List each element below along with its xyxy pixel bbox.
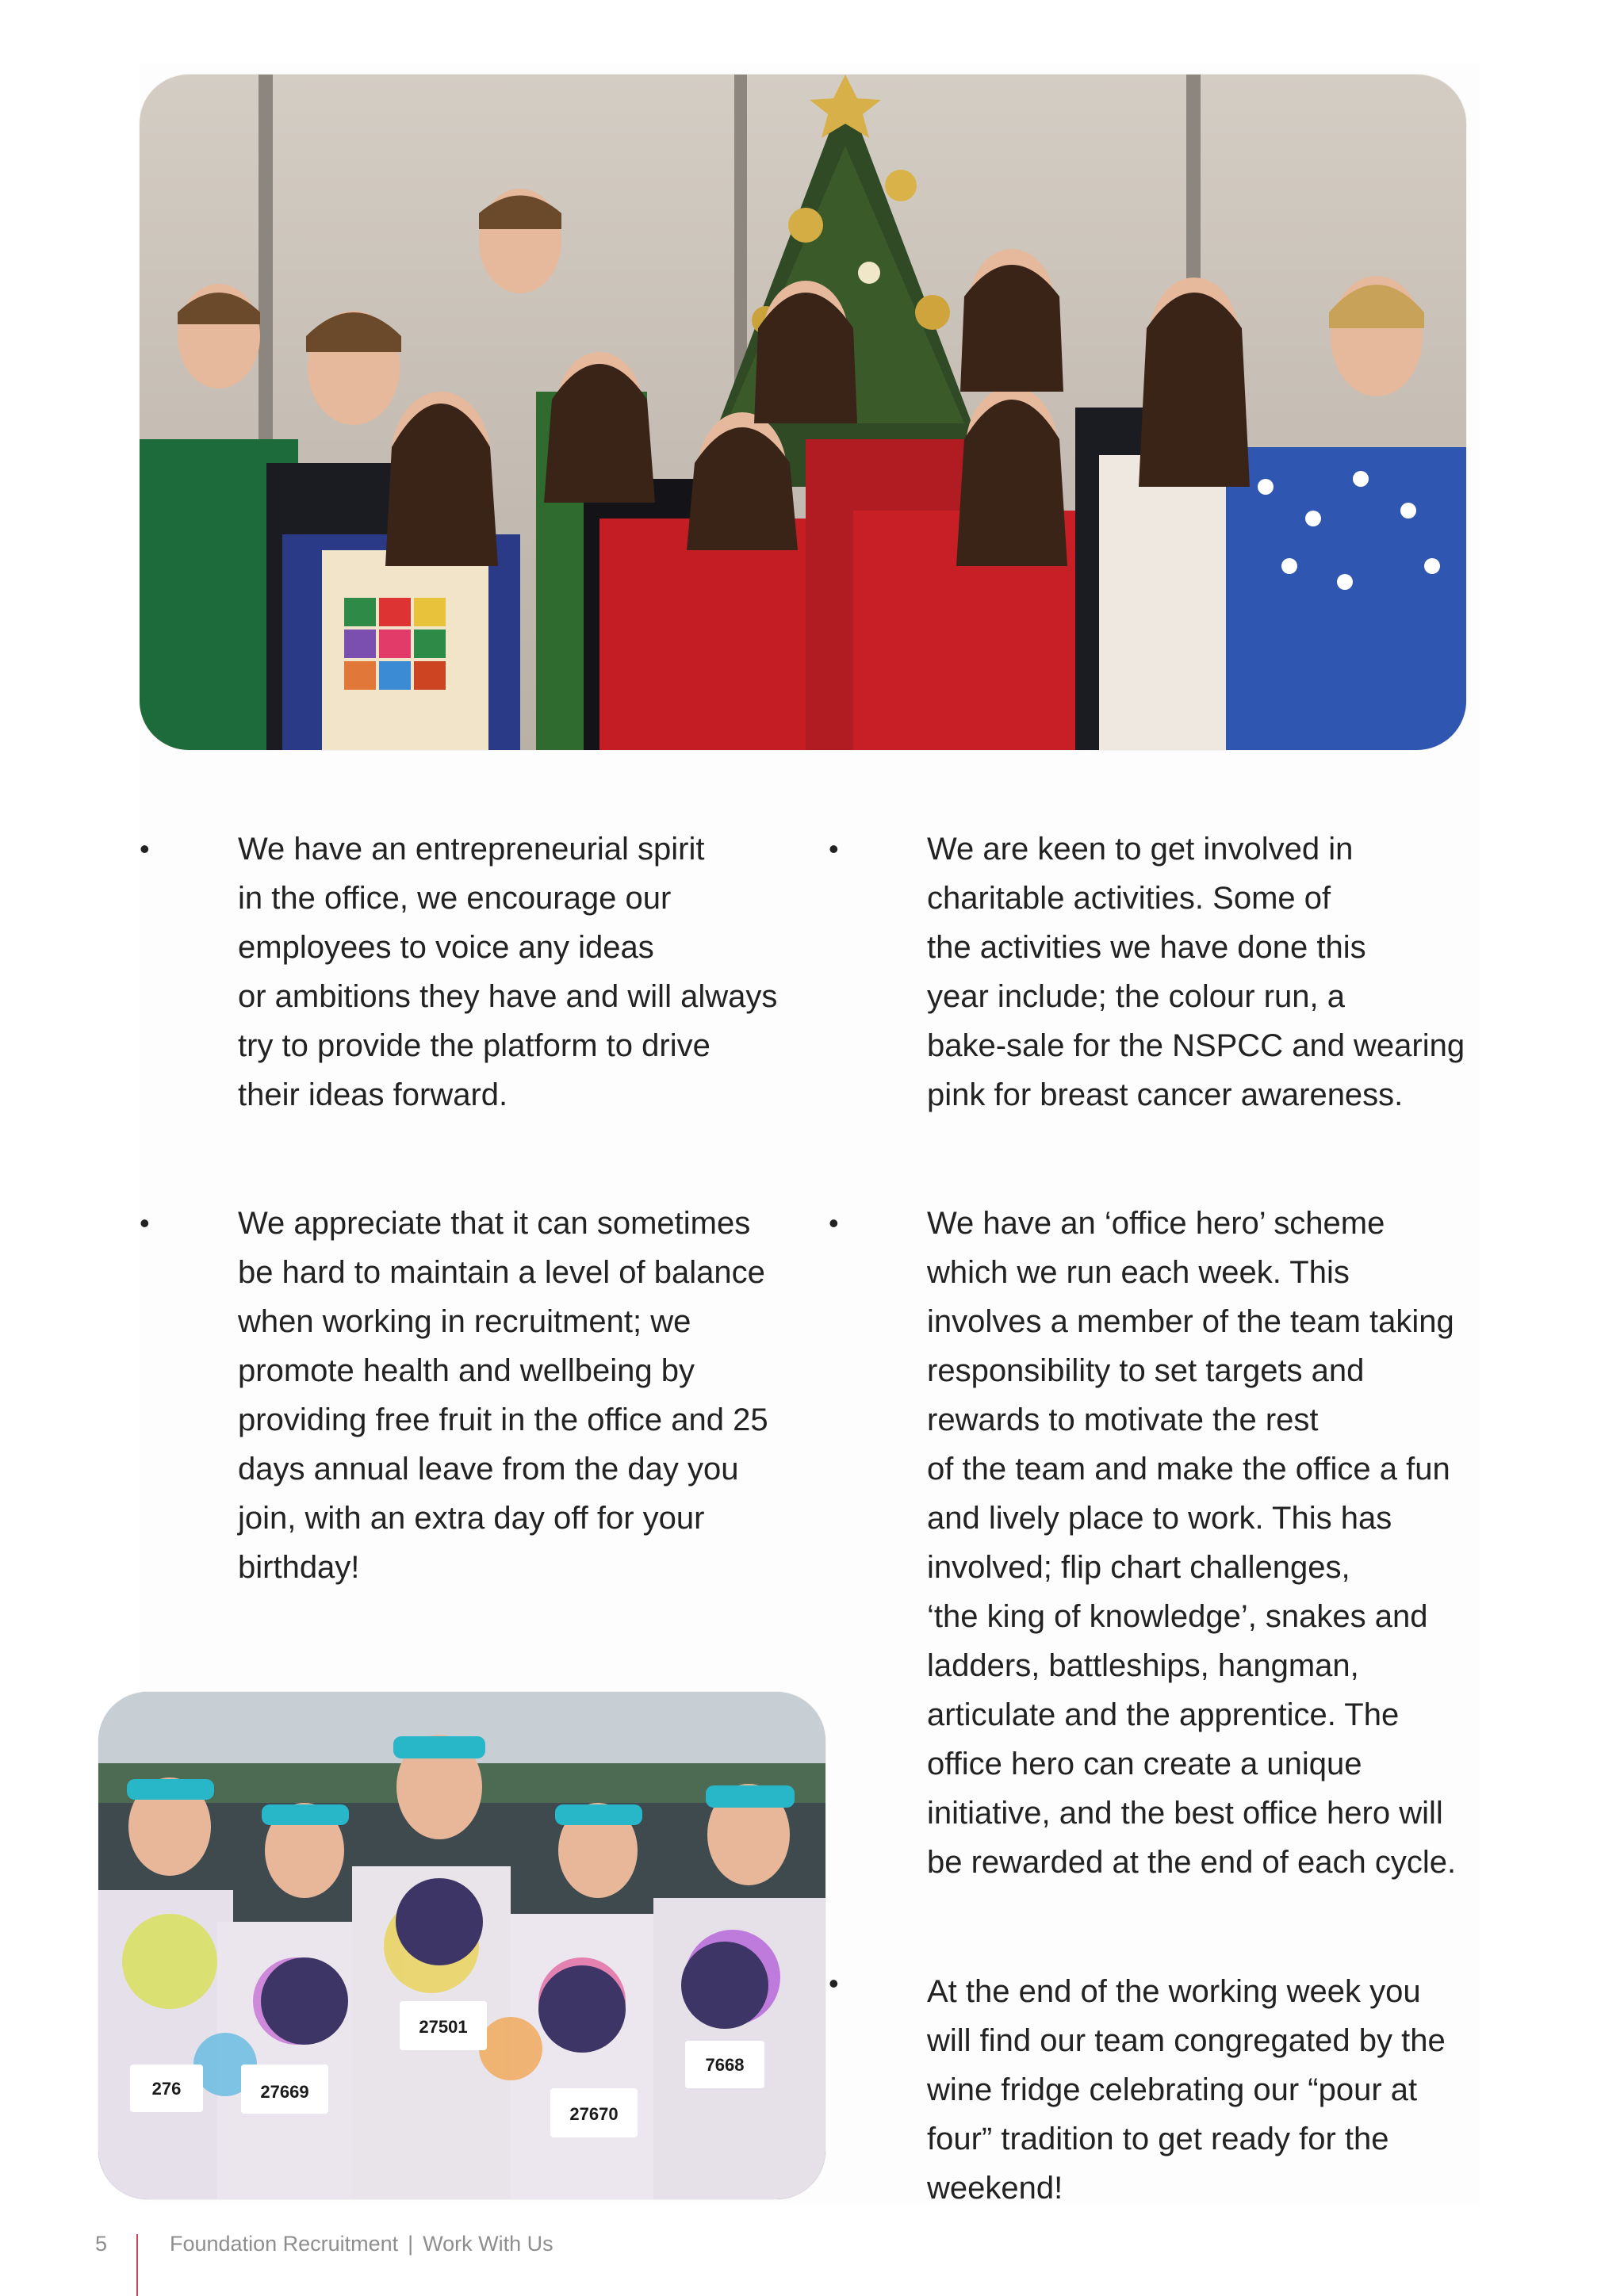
bullet-text: We are keen to get involved in charitable activities. Some of the activities we have done this year include; the colour run, a bake-sale for the NSPCC and wearing pink for breast cancer awareness. xyxy=(927,832,1465,1112)
footer-title xyxy=(170,2229,553,2258)
bullet-point: • xyxy=(829,1207,839,1239)
bullet-point: • xyxy=(829,832,839,865)
bullet-point: • xyxy=(829,1967,839,1999)
footer-section: Work With Us xyxy=(423,2232,553,2256)
colour-run-team-photo xyxy=(98,1692,825,2199)
footer-separator: | xyxy=(408,2232,414,2256)
bib-number: 27669 xyxy=(260,2082,309,2102)
bullet-pour-at-four xyxy=(829,1967,1577,2213)
footer-company: Foundation Recruitment xyxy=(170,2232,399,2256)
bullet-entrepreneurial-spirit xyxy=(140,825,841,1119)
christmas-team-photo xyxy=(140,75,1466,750)
bullet-point: • xyxy=(140,832,150,865)
christmas-photo-illustration xyxy=(140,75,1466,750)
bullet-charitable-activities xyxy=(829,825,1577,1119)
bib-number: 27501 xyxy=(419,2017,468,2037)
bullet-office-hero xyxy=(829,1199,1577,1887)
page-number: 5 xyxy=(95,2232,108,2256)
bullet-point: • xyxy=(140,1207,150,1239)
bullet-text: At the end of the working week you will find our team congregated by the wine fridge celebrating our “pour at four” tradition to get ready for the weekend! xyxy=(927,1974,1446,2206)
bullet-text: We have an entrepreneurial spirit in the office, we encourage our employees to voice any ideas or ambitions they have and will always try to provide the platform to drive their ideas forward. xyxy=(238,832,778,1112)
bib-number: 276 xyxy=(151,2079,182,2099)
colour-run-photo-illustration xyxy=(98,1692,825,2199)
bullet-text: We appreciate that it can sometimes be hard to maintain a level of balance when working in recruitment; we promote health and wellbeing by providing free fruit in the office and 25 days annual leave from the day you join, with an extra day off for your birthday! xyxy=(238,1206,768,1585)
bullet-health-wellbeing xyxy=(140,1199,841,1592)
footer-divider xyxy=(136,2234,138,2296)
bib-number: 27670 xyxy=(569,2104,619,2124)
bullet-text: We have an ‘office hero’ scheme which we run each week. This involves a member of the team taking responsibility to set targets and rewards to motivate the rest of the team and make the office a fun and lively place to work. This has involved; flip chart challenges, ‘the king of knowledge’, snakes and ladders, battleships, hangman, articulate and the apprentice. The office hero can create a unique initiative, and the best office hero will be rewarded at the end of each cycle. xyxy=(927,1206,1457,1880)
bib-number: 7668 xyxy=(705,2055,745,2075)
